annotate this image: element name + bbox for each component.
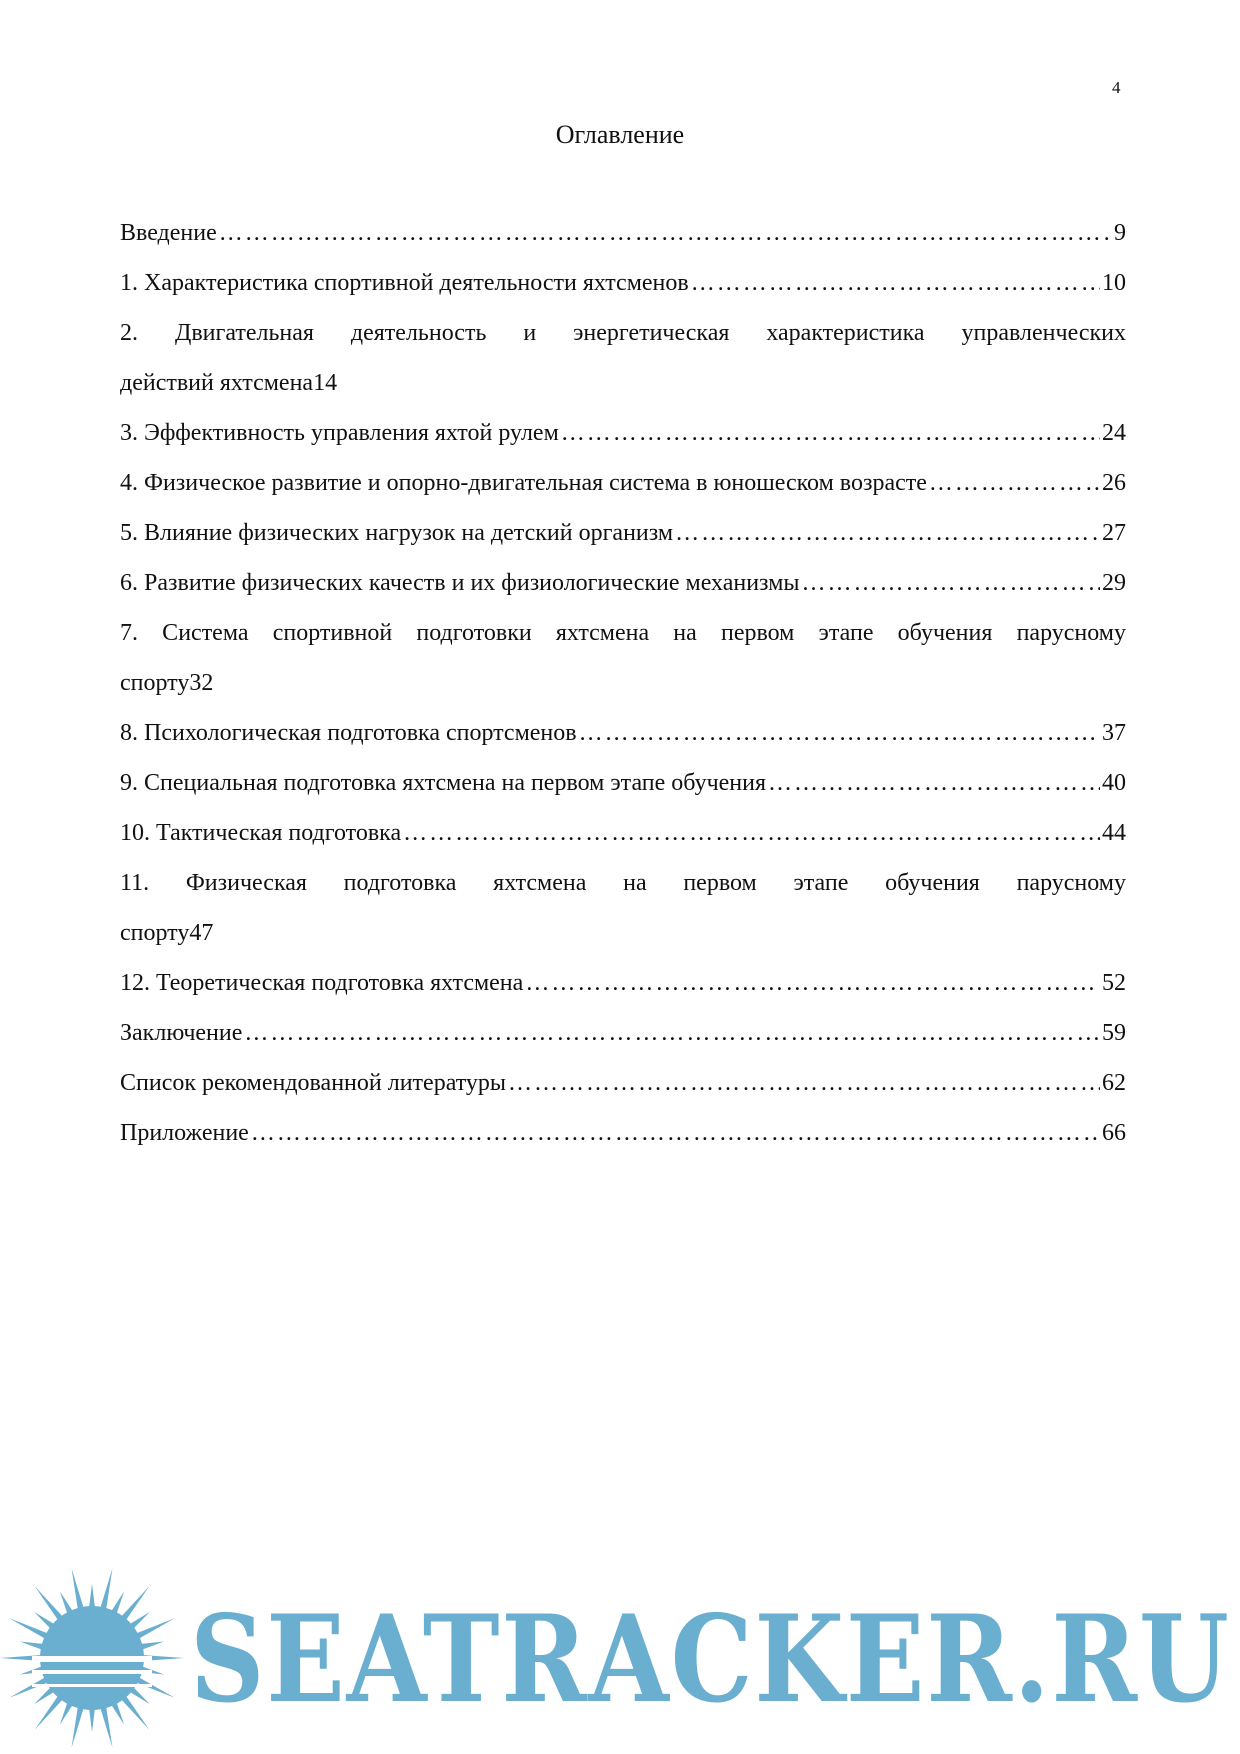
toc-entry-1[interactable] — [120, 258, 1126, 308]
toc-leader — [579, 708, 1100, 758]
toc-entry-label: 1. Характеристика спортивной деятельности яхтсменов — [120, 270, 689, 296]
toc-entry-label-line2: действий яхтсмена — [120, 370, 314, 396]
toc-entry-label: 3. Эффективность управления яхтой рулем — [120, 420, 559, 446]
toc-entry-label: 6. Развитие физических качеств и их физиологические механизмы — [120, 570, 800, 596]
toc-leader — [508, 1058, 1100, 1108]
toc-leader — [691, 258, 1100, 308]
toc-entry-page: 24 — [1102, 420, 1126, 446]
toc-entry-page: 29 — [1102, 570, 1126, 596]
toc-entry-2[interactable] — [120, 308, 1126, 408]
toc-entry-page: 37 — [1102, 720, 1126, 746]
toc-leader — [768, 758, 1100, 808]
toc-leader — [802, 558, 1101, 608]
toc-entry-11[interactable] — [120, 858, 1126, 958]
sun-icon — [0, 1568, 184, 1747]
toc-entry-page: 32 — [189, 670, 214, 696]
logo-wordmark: SEATRACKER.RU — [190, 1589, 1231, 1730]
toc-entry-12[interactable] — [120, 958, 1126, 1008]
toc-entry-label-line2: спорту — [120, 920, 190, 946]
toc-entry-page: 27 — [1102, 520, 1126, 546]
page-number: 4 — [1112, 78, 1121, 97]
toc-entry-page: 66 — [1102, 1120, 1126, 1146]
toc-entry-6[interactable] — [120, 558, 1126, 608]
toc-entry-label-line1: 11. Физическая подготовка яхтсмена на первом этапе обучения парусному — [120, 870, 1126, 896]
table-of-contents — [120, 208, 1126, 1158]
toc-entry-label: Заключение — [120, 1020, 243, 1046]
toc-entry-page: 14 — [313, 370, 338, 396]
toc-entry-introduction[interactable] — [120, 208, 1126, 258]
toc-entry-label: 4. Физическое развитие и опорно-двигательная система в юношеском возрасте — [120, 470, 927, 496]
sun-ray — [89, 1584, 95, 1608]
toc-entry-9[interactable] — [120, 758, 1126, 808]
toc-entry-5[interactable] — [120, 508, 1126, 558]
toc-leader — [561, 408, 1100, 458]
toc-entry-label: 8. Психологическая подготовка спортсменов — [120, 720, 577, 746]
toc-entry-label: 10. Тактическая подготовка — [120, 820, 402, 846]
toc-entry-page: 44 — [1102, 820, 1126, 846]
sun-ray — [89, 1708, 95, 1732]
toc-entry-7[interactable] — [120, 608, 1126, 708]
toc-entry-4[interactable] — [120, 458, 1126, 508]
toc-entry-label-line2: спорту — [120, 670, 190, 696]
toc-entry-page: 40 — [1102, 770, 1126, 796]
toc-entry-conclusion[interactable] — [120, 1008, 1126, 1058]
toc-entry-label: Список рекомендованной литературы — [120, 1070, 507, 1096]
toc-entry-page: 9 — [1114, 220, 1126, 246]
sun-ray — [72, 1706, 84, 1748]
toc-entry-label: 5. Влияние физических нагрузок на детский организм — [120, 520, 674, 546]
sun-ray — [136, 1618, 175, 1639]
sun-ray — [9, 1677, 48, 1698]
toc-entry-appendix[interactable] — [120, 1108, 1126, 1158]
toc-entry-label: 9. Специальная подготовка яхтсмена на первом этапе обучения — [120, 770, 767, 796]
toc-entry-label-line1: 2. Двигательная деятельность и энергетическая характеристика управленческих — [120, 320, 1126, 346]
sun-ray — [136, 1677, 175, 1698]
sun-ray — [100, 1568, 112, 1610]
sun-ray — [20, 1642, 44, 1650]
toc-leader — [525, 958, 1100, 1008]
toc-entry-bibliography[interactable] — [120, 1058, 1126, 1108]
toc-leader — [244, 1008, 1100, 1058]
toc-leader — [675, 508, 1100, 558]
toc-entry-page: 62 — [1102, 1070, 1126, 1096]
toc-entry-label: Введение — [120, 220, 217, 246]
toc-entry-label: Приложение — [120, 1120, 249, 1146]
page-title: Оглавление — [555, 120, 685, 149]
sun-ray — [100, 1706, 112, 1748]
toc-leader — [251, 1108, 1100, 1158]
toc-leader — [929, 458, 1100, 508]
toc-entry-page: 47 — [189, 920, 214, 946]
toc-entry-page: 59 — [1102, 1020, 1126, 1046]
toc-entry-page: 52 — [1102, 970, 1126, 996]
toc-entry-10[interactable] — [120, 808, 1126, 858]
toc-leader — [219, 208, 1112, 258]
toc-entry-page: 10 — [1102, 270, 1126, 296]
toc-entry-page: 26 — [1102, 470, 1126, 496]
sun-ray — [9, 1618, 48, 1639]
toc-entry-label-line1: 7. Система спортивной подготовки яхтсмена на первом этапе обучения парусному — [120, 620, 1126, 646]
toc-entry-label: 12. Теоретическая подготовка яхтсмена — [120, 970, 524, 996]
sun-ray — [72, 1568, 84, 1610]
sun-ray — [140, 1642, 164, 1650]
toc-entry-3[interactable] — [120, 408, 1126, 458]
toc-leader — [403, 808, 1100, 858]
toc-entry-8[interactable] — [120, 708, 1126, 758]
